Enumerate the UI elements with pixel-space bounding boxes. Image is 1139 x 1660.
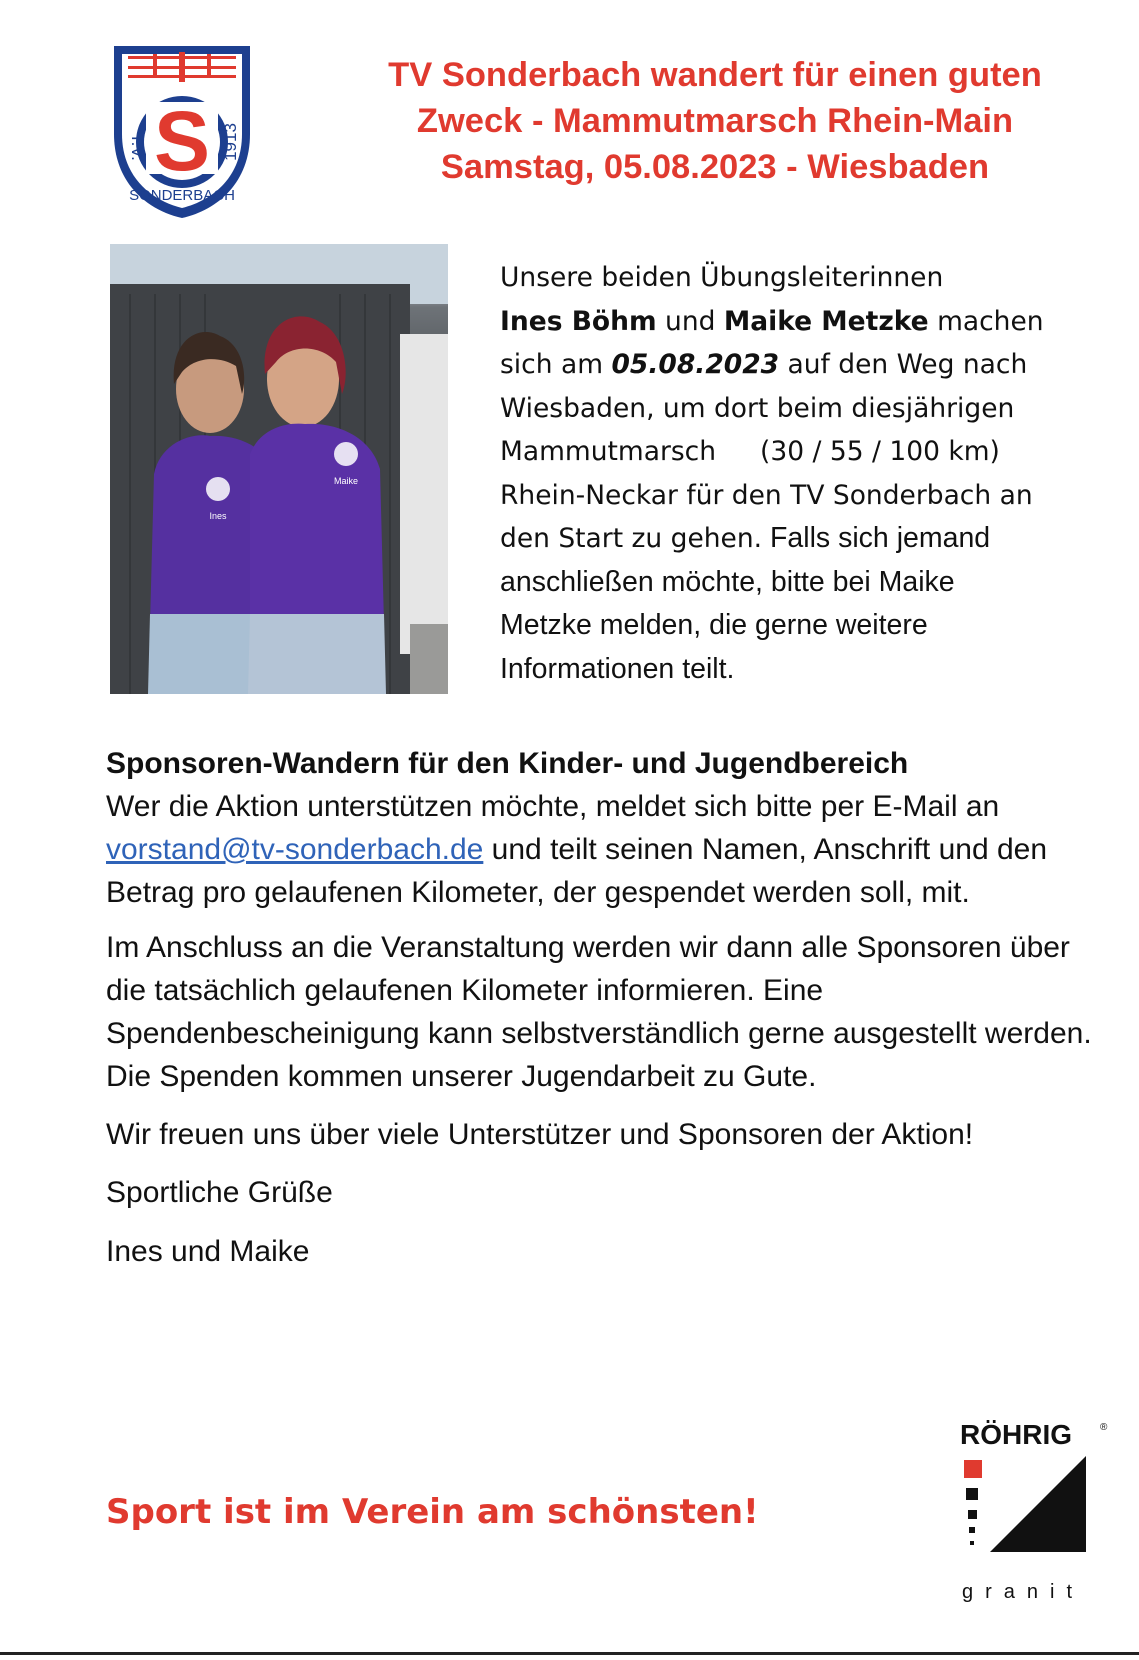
crest-text-right: 1913 [221, 123, 240, 161]
distances: (30 / 55 / 100 km) [760, 436, 1000, 467]
bottom-divider [0, 1652, 1139, 1655]
intro-line-3: sich am 05.08.2023 auf den Weg nach [500, 349, 1028, 380]
signature: Ines und Maike [106, 1235, 310, 1268]
intro-line-4: Wiesbaden, um dort beim diesjährigen [500, 392, 1015, 424]
title-line-2: Zweck - Mammutmarsch Rhein-Main [416, 102, 1014, 140]
crest-text-bottom: SONDERBACH [129, 187, 235, 204]
paragraph-info: Im Anschluss an die Veranstaltung werden wir dann alle Sponsoren über die tatsächlich gelaufenen Kilometer informieren. Eine Spendenbescheinigung kann selbstverständlich gerne ausgestellt werden. Die Spenden kommen unserer Jugendarbeit zu Gute. [106, 931, 1092, 1093]
svg-text:®: ® [1100, 1422, 1108, 1433]
shirt-label-maike: Maike [333, 476, 359, 486]
event-date: 05.08.2023 [611, 349, 780, 380]
intro-line-9: Metzke melden, die gerne weitere [500, 609, 928, 641]
title-line-1: TV Sonderbach wandert für einen guten [388, 56, 1042, 94]
intro-line-1: Unsere beiden Übungsleiterinnen [500, 262, 944, 293]
club-logo [108, 42, 256, 222]
intro-line-8: anschließen möchte, bitte bei Maike [500, 565, 955, 598]
paragraph-thanks: Wir freuen uns über viele Unterstützer und Sponsoren der Aktion! [106, 1118, 974, 1151]
crest-letter: S [153, 94, 211, 188]
sponsor-name: RÖHRIG [960, 1419, 1072, 1450]
name-maike: Maike Metzke [723, 305, 929, 337]
section-heading: Sponsoren-Wandern für den Kinder- und Jugendbereich [106, 747, 909, 780]
email-link[interactable]: vorstand@tv-sonderbach.de [106, 833, 484, 866]
crest-text-left: T.V. [128, 133, 147, 161]
main-body [106, 742, 1116, 1288]
intro-line-10: Informationen teilt. [500, 652, 735, 685]
intro-line-7: den Start zu gehen. Falls sich jemand [500, 522, 991, 554]
slogan: Sport ist im Verein am schönsten! [106, 1492, 759, 1532]
photo-two-women [110, 244, 448, 694]
greeting: Sportliche Grüße [106, 1176, 333, 1209]
sponsor-section: Sponsoren-Wandern für den Kinder- und Jugendbereich Wer die Aktion unterstützen möchte, meldet sich bitte per E-Mail an vorstand@tv-sonderbach.de und teilt seinen Namen, Anschrift und den Betrag pro gelaufenen Kilometer, der gespendet werden soll, mit. [106, 747, 1048, 909]
intro-line-5: Mammutmarsch (30 / 55 / 100 km) [500, 436, 1000, 467]
sponsor-sub: granit [962, 1581, 1085, 1603]
roehrig-granit-logo [960, 1412, 1110, 1612]
name-ines: Ines Böhm [500, 305, 657, 337]
page-title [320, 52, 1110, 190]
title-line-3: Samstag, 05.08.2023 - Wiesbaden [440, 148, 990, 186]
intro-line-6: Rhein-Neckar für den TV Sonderbach an [500, 479, 1033, 511]
intro-line-2: Ines Böhm und Maike Metzke machen [500, 305, 1044, 337]
intro-text [500, 256, 1100, 691]
shirt-label-ines: Ines [209, 511, 227, 521]
